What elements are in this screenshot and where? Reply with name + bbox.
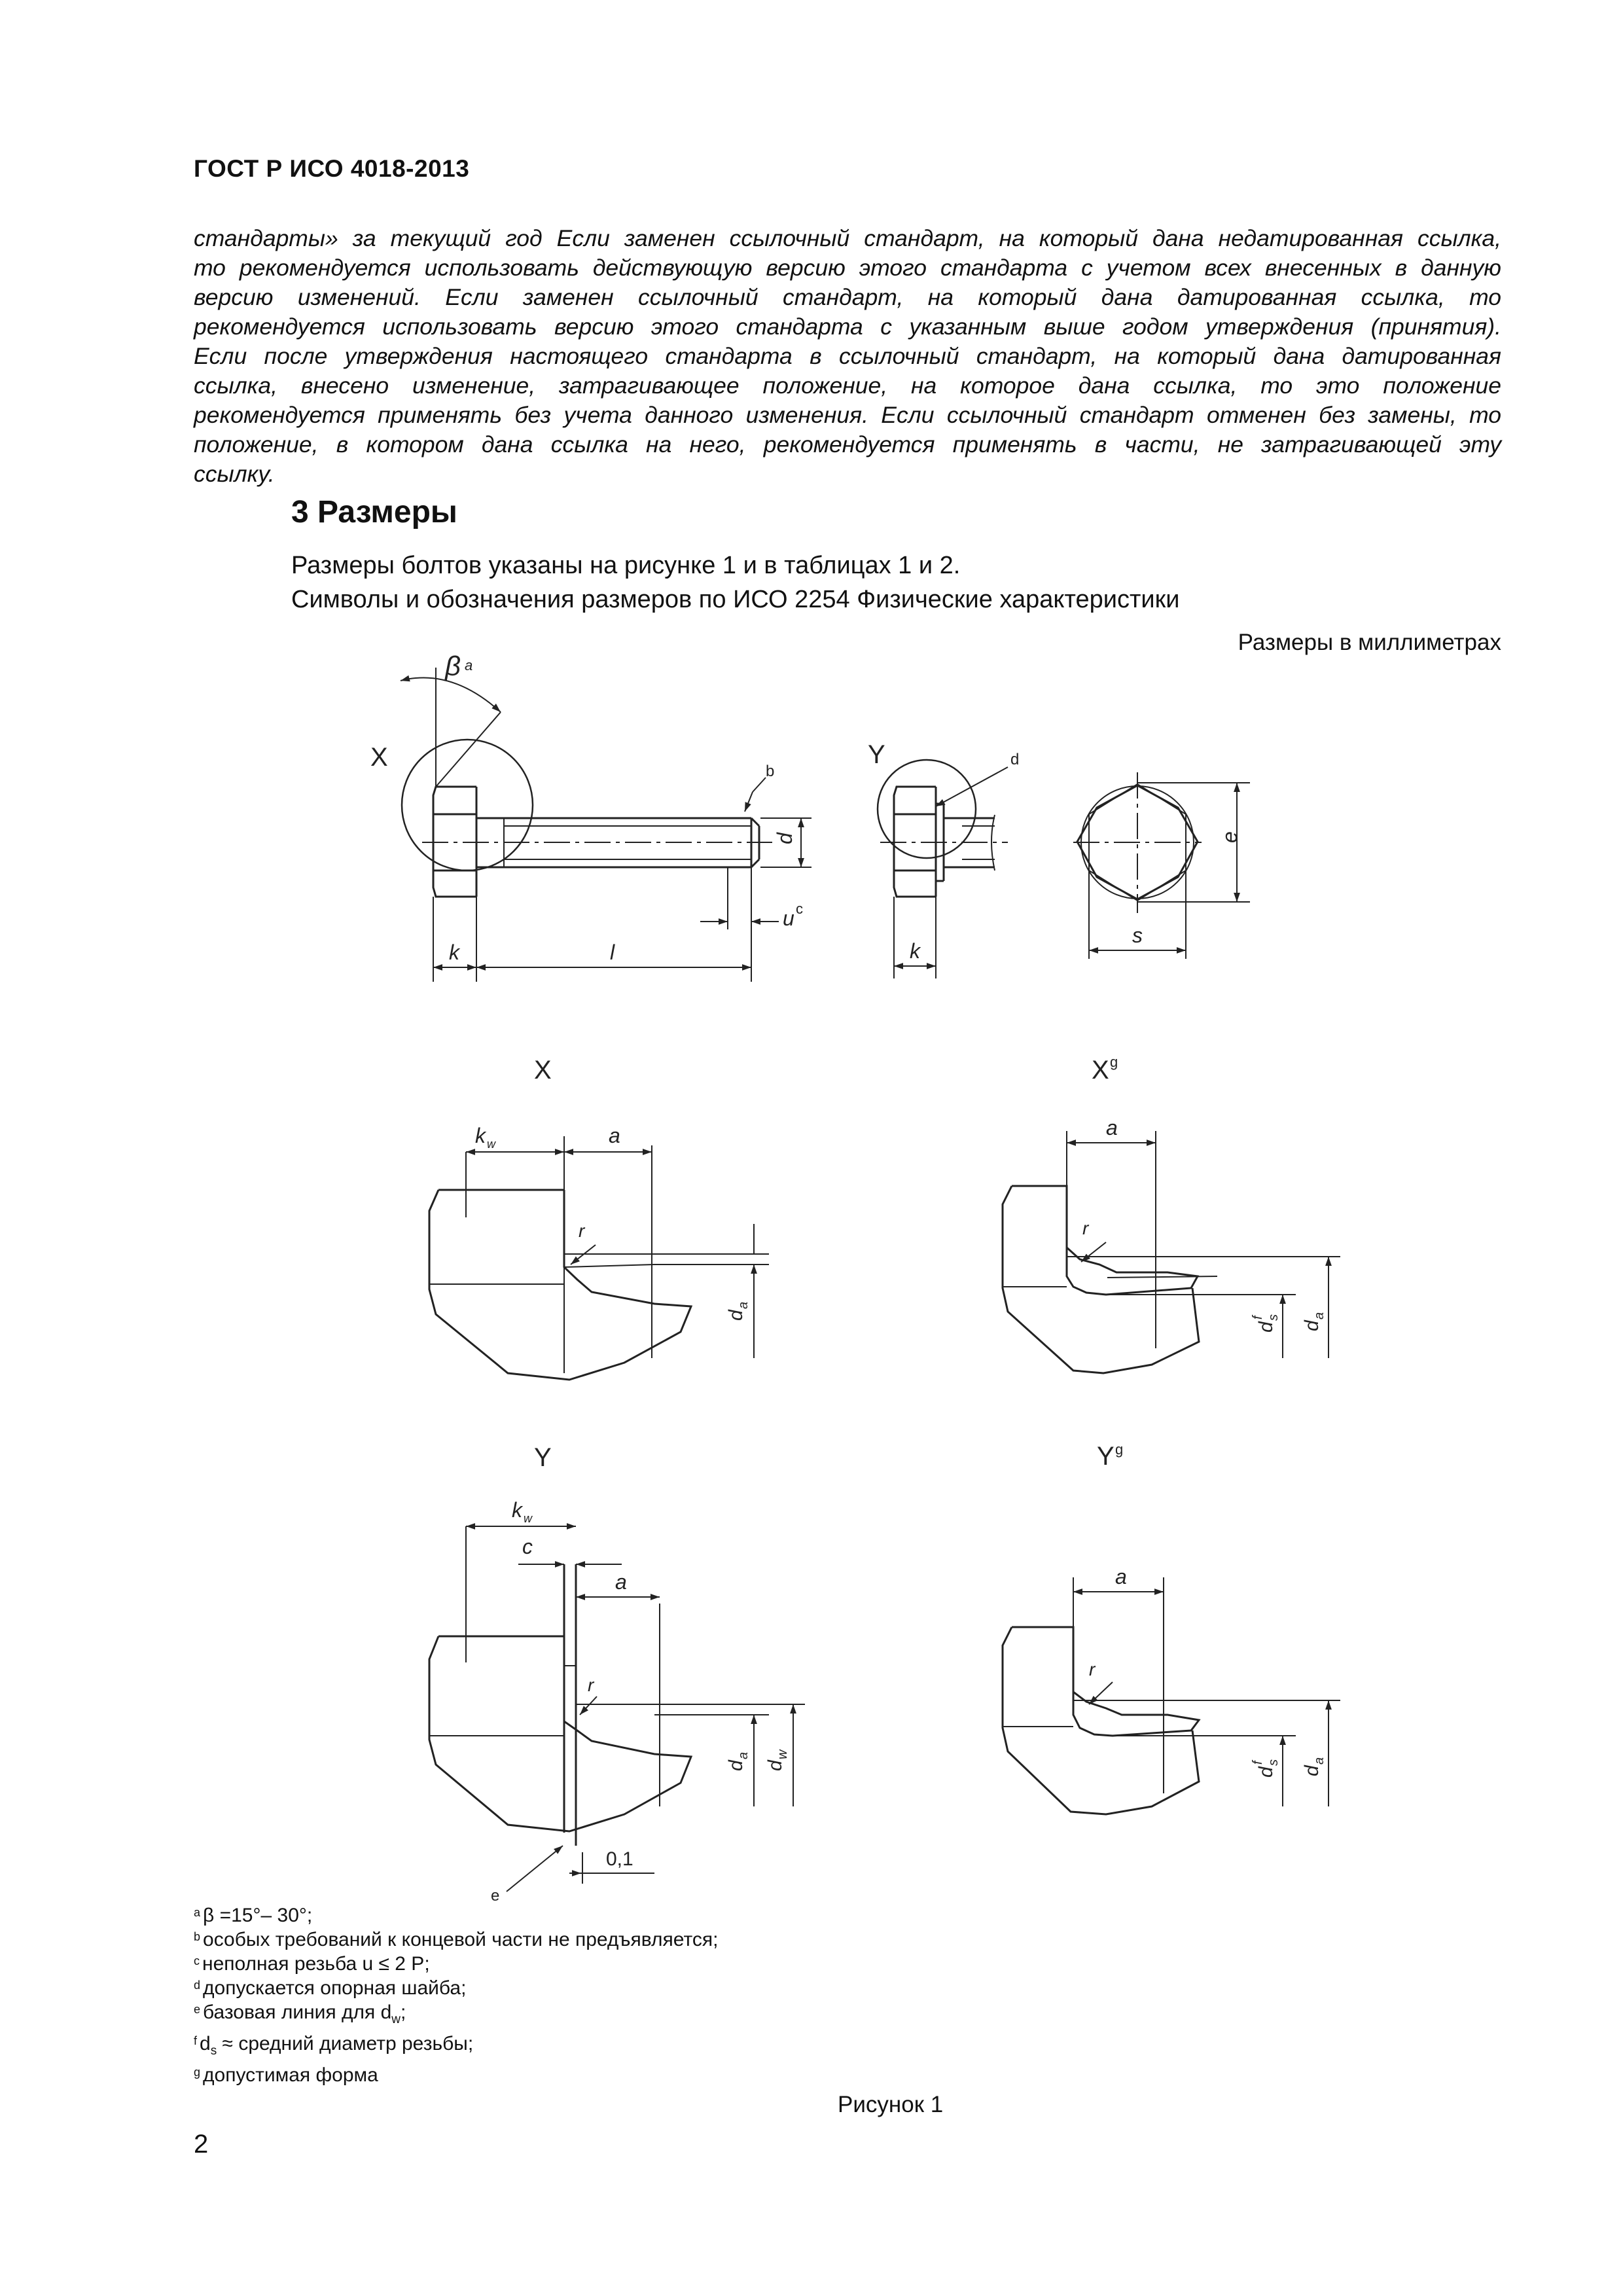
intro-line: Размеры болтов указаны на рисунке 1 и в таблицах 1 и 2. [291,552,961,579]
paragraph-line: ссылку. [194,461,275,487]
intro-line: Символы и обозначения размеров по ИСО 2254 Физические характеристики [291,586,1180,613]
label-da-y: d [725,1760,747,1771]
paragraph-line: стандарты» за текущий год Если заменен ссылочный стандарт, на который дана недатированная ссылка, [194,225,1501,251]
label-e: e [1218,831,1241,843]
title-detail-xg-sup: g [1110,1054,1118,1070]
label-da-yg: d [1301,1765,1323,1776]
paragraph-line: рекомендуется использовать версию этого стандарта с указанным выше годом утверждения (принятия). [194,314,1501,340]
label-view-y-top: Y [868,740,885,769]
detail-xg [1003,1131,1340,1373]
bolt-end-view [1073,772,1250,959]
page-number: 2 [194,2130,209,2159]
label-da-x: d [725,1310,747,1321]
footnote-d: $^d$ допускается опорная шайба; [194,1977,467,1999]
label-dw-y-sub: w [776,1749,790,1759]
paragraph-line: версию изменений. Если заменен ссылочный стандарт, на который дана датированная ссылка, то [194,284,1501,310]
label-k2: k [910,939,920,963]
bolt-side-view [401,668,812,982]
label-d-note: d [1010,751,1020,768]
footnote-f: $^f$ $d_s$ ≈ средний диаметр резьбы; [194,2033,474,2058]
label-k: k [449,941,459,964]
label-ds-xg: d [1255,1321,1277,1333]
paragraph-line: положение, в котором дана ссылка на него, рекомендуется применять в части, не затрагивающей эту [194,431,1501,457]
label-kw-x: k [475,1124,486,1147]
label-l: l [610,941,615,964]
label-ds-xg-sup: f [1251,1316,1265,1319]
label-dw-y: d [764,1760,786,1771]
paragraph-line: Если после утверждения настоящего стандарта в ссылочный стандарт, на который дана датированная [194,343,1501,369]
label-ds-yg: d [1255,1767,1277,1778]
detail-x [429,1136,769,1380]
bolt-flanged-view [878,760,1008,978]
title-detail-yg-sup: g [1115,1441,1124,1458]
label-kw-y: k [512,1498,522,1522]
label-u: u [783,906,794,930]
label-tol: 0,1 [606,1848,633,1870]
label-da-x-sub: a [736,1301,751,1309]
units-note: Размеры в миллиметрах [1238,630,1501,655]
label-a-x: a [609,1124,620,1147]
label-r-xg: r [1082,1218,1089,1238]
label-view-x-top: X [370,743,388,772]
footnote-e: $^e$ базовая линия для $d_w$; [194,2001,406,2026]
document-header: ГОСТ Р ИСО 4018-2013 [194,155,470,182]
label-ds-xg-sub: s [1266,1314,1281,1321]
label-beta-sup: a [465,657,473,673]
label-c-y: c [522,1535,533,1558]
label-e-note: e [491,1887,500,1905]
footnote-c: $^c$ неполная резьба u ≤ 2 P; [194,1953,430,1975]
figure-caption: Рисунок 1 [838,2092,944,2117]
label-s: s [1132,924,1143,947]
detail-yg [1003,1577,1340,1814]
label-a-yg: a [1115,1565,1127,1588]
section-title: 3 Размеры [291,495,457,529]
label-r-y: r [588,1675,594,1695]
label-kw-y-sub: w [524,1512,532,1525]
paragraph-line: ссылка, внесено изменение, затрагивающее положение, на которое дана ссылка, то это положение [194,372,1501,399]
label-da-xg-sub: a [1312,1312,1327,1319]
title-detail-yg: Y [1097,1442,1115,1471]
figure-footnotes [194,1903,718,2087]
footnote-b: $^b$ особых требований к концевой части не предъявляется; [194,1929,719,1950]
footnote-g: $^g$ допустимая форма [194,2064,378,2086]
label-ds-yg-sub: s [1266,1759,1281,1766]
label-da-y-sub: a [736,1751,751,1759]
label-da-xg: d [1301,1320,1323,1331]
paragraph-line: то рекомендуется использовать действующую версию этого стандарта с учетом всех внесенных в данную [194,255,1501,281]
label-a-xg: a [1106,1116,1118,1139]
label-d: d [773,833,796,844]
title-detail-x: X [534,1056,552,1085]
paragraph-line: рекомендуется применять без учета данного изменения. Если ссылочный стандарт отменен без замены, то [194,402,1501,428]
label-u-sup: c [796,901,803,917]
title-detail-xg: X [1092,1056,1109,1085]
footnote-a: $^a$ β =15°– 30°; [194,1905,313,1926]
label-r-x: r [579,1221,585,1241]
label-da-yg-sub: a [1312,1757,1327,1765]
title-detail-y: Y [534,1443,552,1472]
label-a-y: a [615,1570,627,1594]
label-b: b [766,762,775,780]
label-kw-x-sub: w [487,1138,495,1151]
label-r-yg: r [1089,1659,1096,1679]
label-ds-yg-sup: f [1251,1761,1265,1765]
label-beta: β [445,651,461,681]
